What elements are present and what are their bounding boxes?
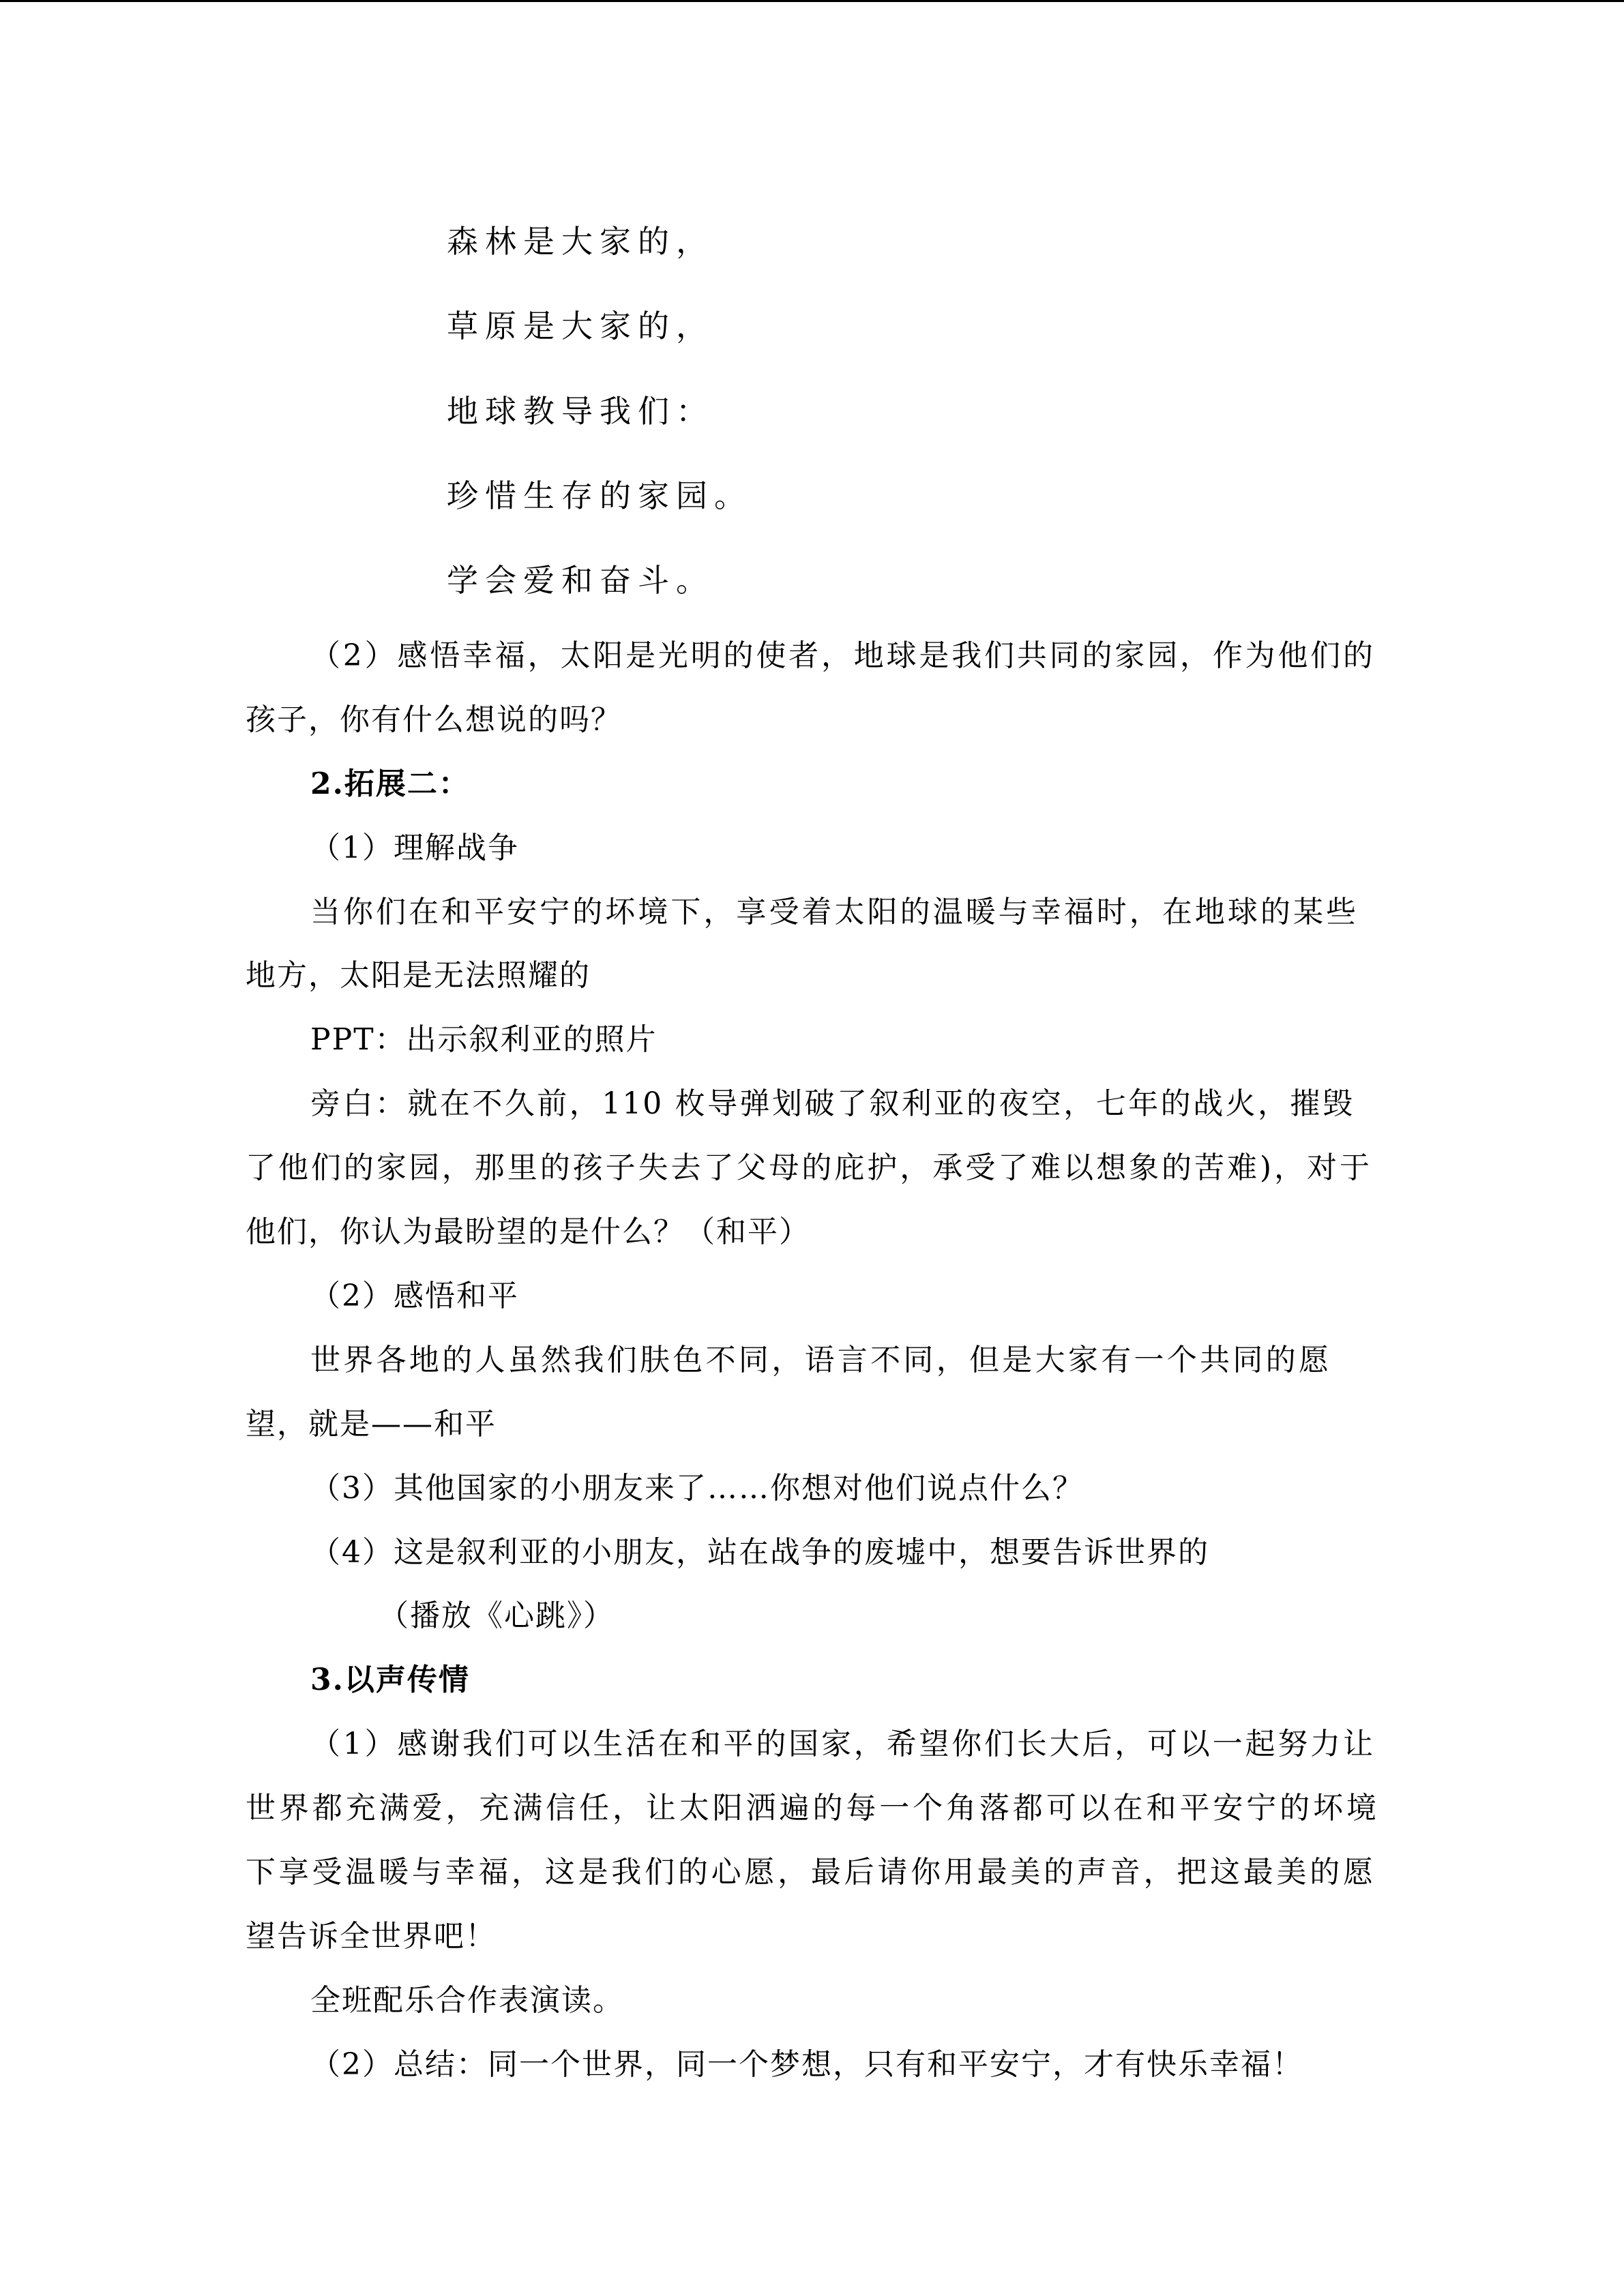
poem-line-2: 草原是大家的， (447, 308, 714, 344)
paragraph-line: 孩子，你有什么想说的吗？ (246, 702, 622, 737)
paragraph-line: （1）感谢我们可以生活在和平的国家，希望你们长大后，可以一起努力让 (310, 1727, 1374, 1761)
paragraph-line: 当你们在和平安宁的坏境下，享受着太阳的温暖与幸福时，在地球的某些 (310, 895, 1357, 929)
paragraph-line: （播放《心跳》） (379, 1598, 615, 1633)
section-heading: 2.拓展二： (310, 766, 470, 801)
paragraph-line: 世界各地的人虽然我们肤色不同，语言不同，但是大家有一个共同的愿 (310, 1343, 1330, 1377)
paragraph-line: （2）感悟幸福，太阳是光明的使者，地球是我们共同的家园，作为他们的 (310, 638, 1374, 673)
poem-line-3: 地球教导我们： (447, 393, 714, 430)
paragraph-line: 全班配乐合作表演读。 (310, 1983, 624, 2018)
paragraph-line: 望告诉全世界吧！ (246, 1919, 497, 1954)
subheading: （4）这是叙利亚的小朋友，站在战争的废墟中，想要告诉世界的 (310, 1535, 1209, 1570)
paragraph-line: 旁白：就在不久前，110 枚导弹划破了叙利亚的夜空，七年的战火，摧毁 (310, 1086, 1354, 1121)
paragraph-line: 下享受温暖与幸福，这是我们的心愿，最后请你用最美的声音，把这最美的愿 (246, 1855, 1374, 1890)
paragraph-line: PPT：出示叙利亚的照片 (310, 1022, 658, 1057)
poem-line-5: 学会爱和奋斗。 (447, 562, 714, 599)
poem-line-4: 珍惜生存的家园。 (447, 477, 752, 514)
subheading: （2）感悟和平 (310, 1279, 519, 1313)
poem-line-1: 森林是大家的， (447, 223, 714, 260)
paragraph-line: （2）总结：同一个世界，同一个梦想，只有和平安宁，才有快乐幸福！ (310, 2047, 1303, 2082)
paragraph-line: 地方，太阳是无法照耀的 (246, 958, 591, 993)
subheading: （1）理解战争 (310, 831, 519, 865)
paragraph-line: 他们，你认为最盼望的是什么？（和平） (246, 1214, 810, 1249)
paragraph-line: 世界都充满爱，充满信任，让太阳洒遍的每一个角落都可以在和平安宁的坏境 (246, 1791, 1378, 1825)
paragraph-line: 了他们的家园，那里的孩子失去了父母的庇护，承受了难以想象的苦难)，对于 (246, 1150, 1371, 1185)
paragraph-line: 望，就是——和平 (246, 1407, 497, 1442)
subheading: （3）其他国家的小朋友来了……你想对他们说点什么？ (310, 1471, 1084, 1506)
section-heading: 3.以声传情 (310, 1663, 470, 1697)
